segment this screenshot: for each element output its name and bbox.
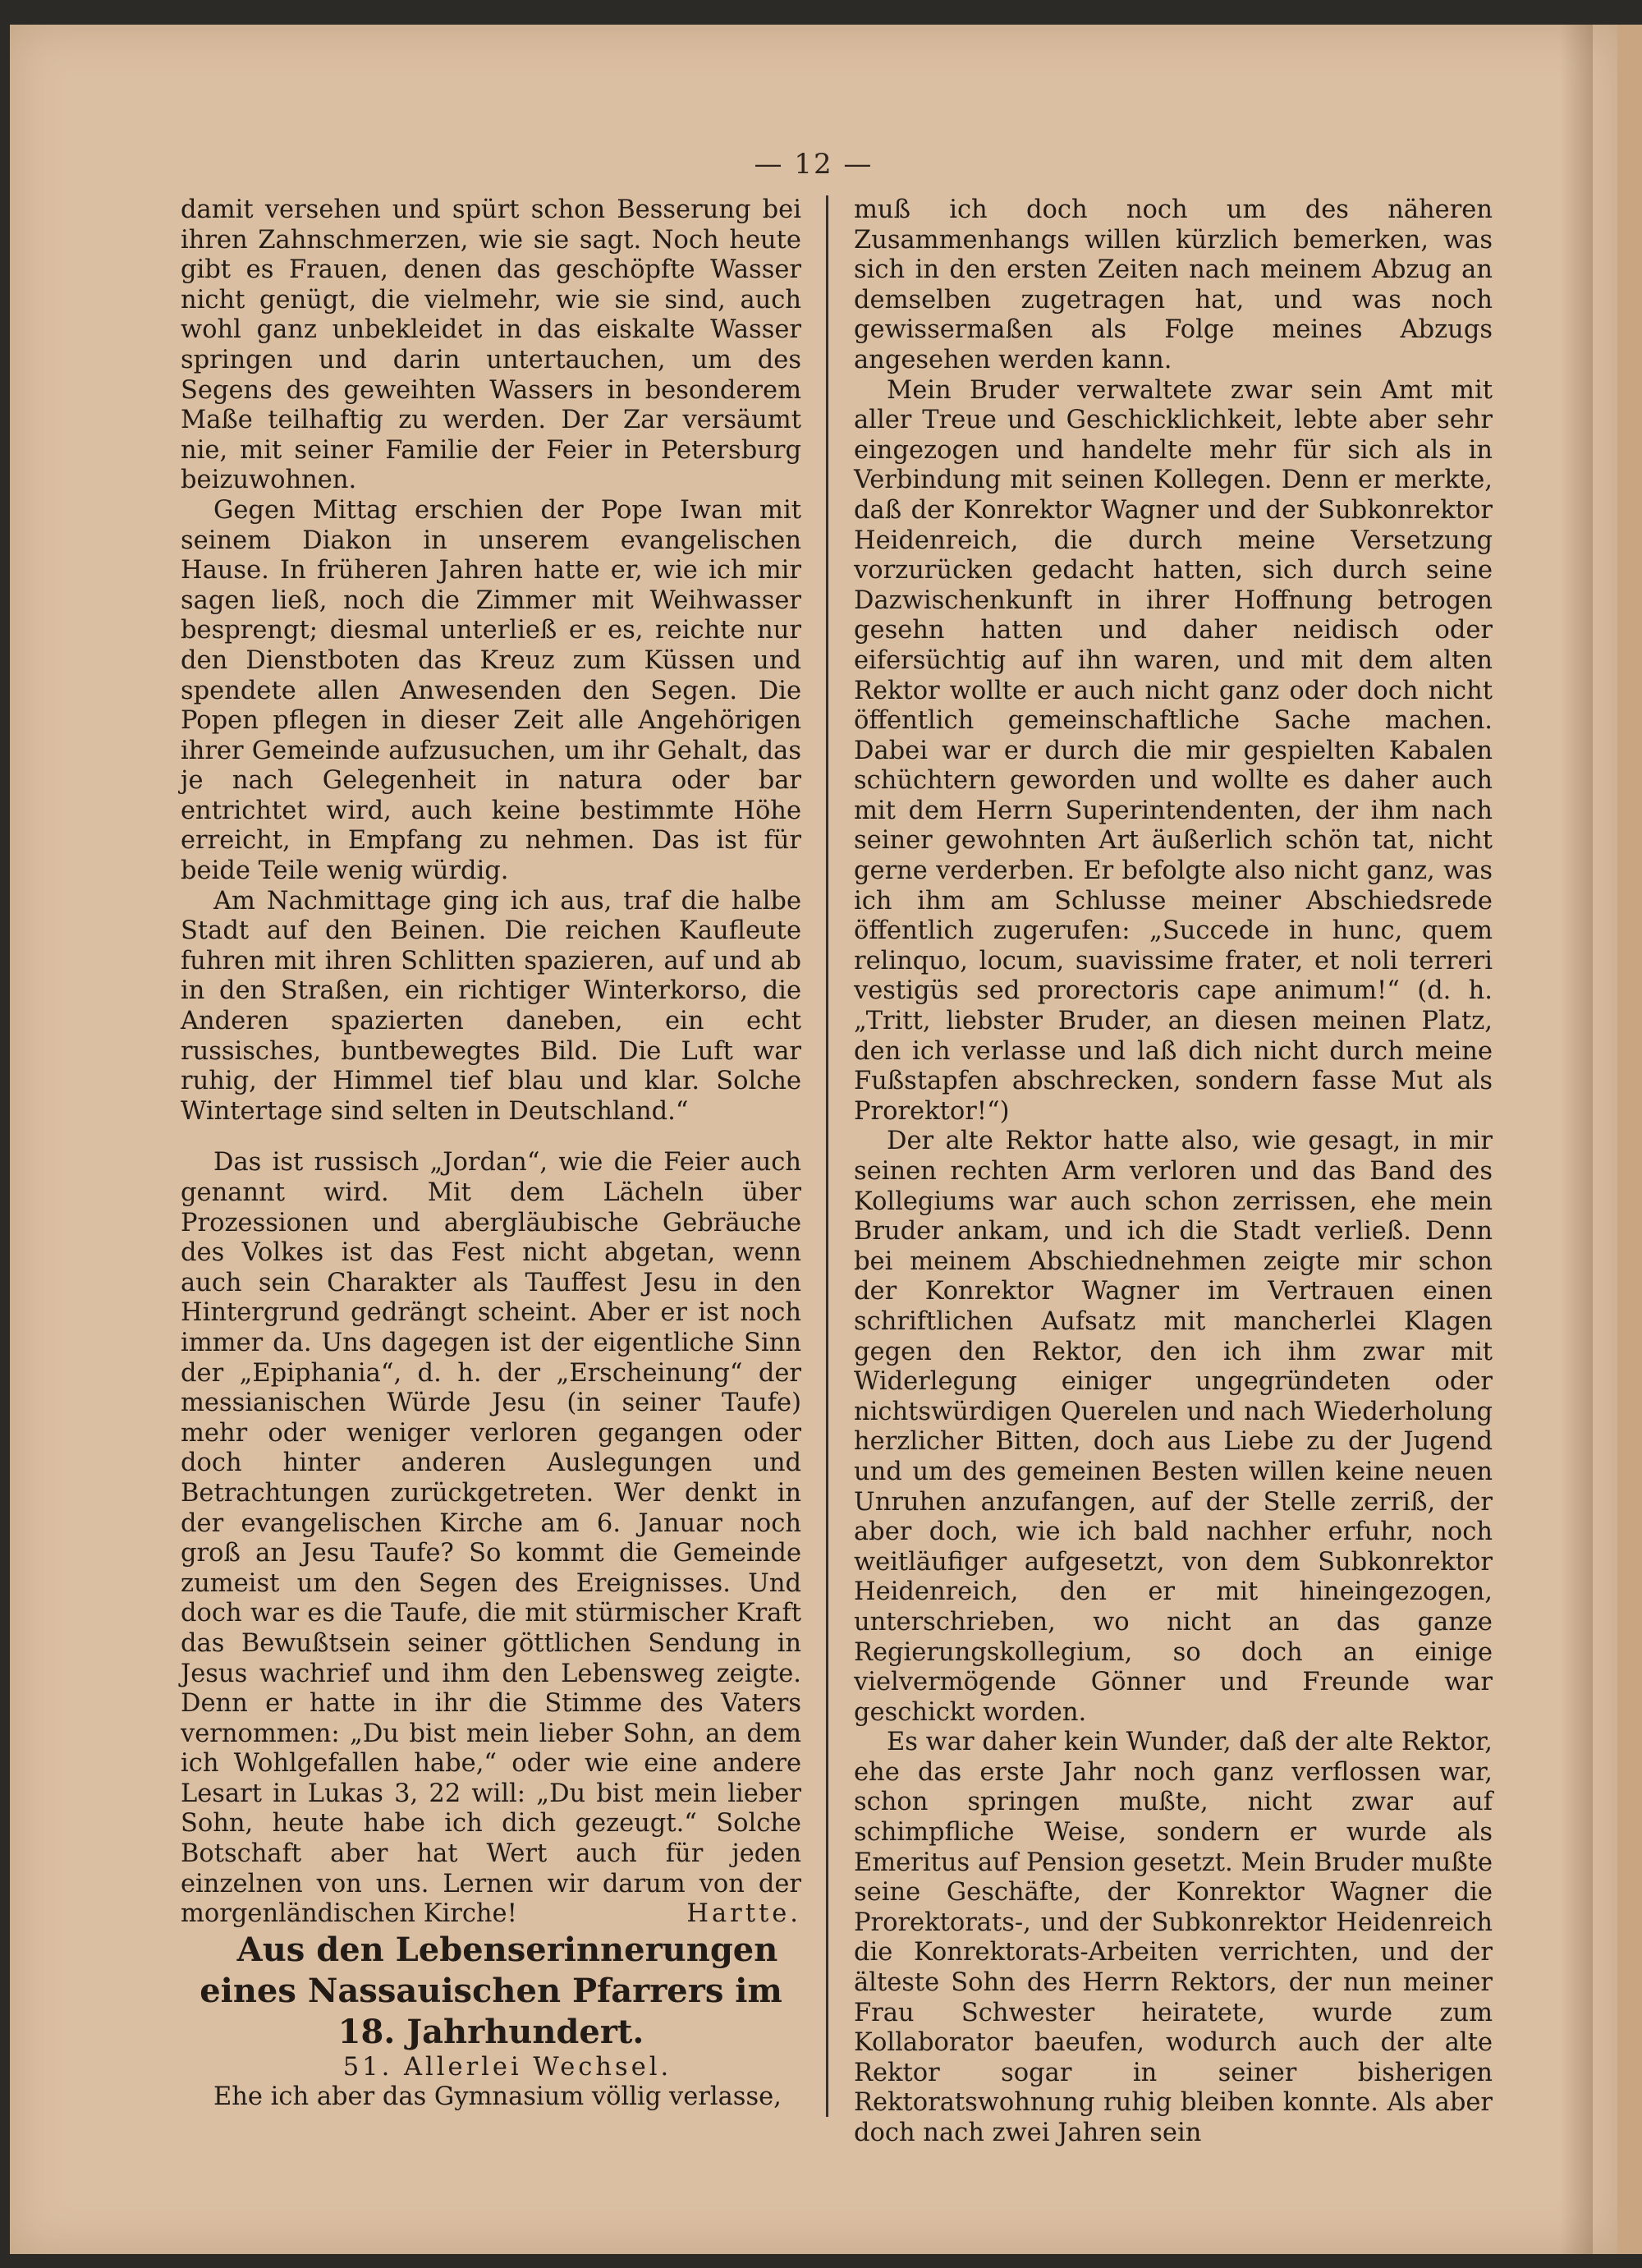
left-paragraph-3: Am Nachmittage ging ich aus, traf die halbe Stadt auf den Beinen. Die reichen Kaufleute fuhren mit ihren Schlitten spazieren, auf und ab in den Straßen, ein richtiger Winterkorso, die Anderen spazierten daneben, ein echt russisches, buntbewegtes Bild. Die Luft war ruhig, der Himmel tief blau und klar. Solche Wintertage sind selten in Deutschland.“	[181, 886, 801, 1126]
left-column	[181, 195, 801, 2113]
article-heading: Aus den Lebenserinnerungen eines Nassauischen Pfarrers im 18. Jahrhundert.	[200, 1930, 782, 2051]
author-signature: Hartte.	[686, 1899, 801, 1929]
left-paragraph-4	[181, 1148, 801, 1929]
right-paragraph-3: Der alte Rektor hatte also, wie gesagt, in mir seinen rechten Arm verloren und das Band des Kollegiums war auch schon zerrissen, ehe mein Bruder ankam, und ich die Stadt verließ. Denn bei meinem Abschiednehmen zeigte mir schon der Konrektor Wagner im Vertrauen einen schriftlichen Aufsatz mit mancherlei Klagen gegen den Rektor, den ich ihm zwar mit Widerlegung einiger ungegründeten oder nichtswürdigen Querelen und nach Wiederholung herzlicher Bitten, doch aus Liebe zu der Jugend und um des gemeinen Besten willen keine neuen Unruhen anzufangen, auf der Stelle zerriß, der aber doch, wie ich bald nachher erfuhr, noch weitläufiger aufgesetzt, von dem Subkonrektor Heidenreich, den er mit hineingezogen, unterschrieben, wo nicht an das ganze Regierungskollegium, so doch an einige vielvermögende Gönner und Freunde war geschickt worden.	[854, 1127, 1493, 1727]
left-paragraph-4-text: Das ist russisch „Jordan“, wie die Feier auch genannt wird. Mit dem Lächeln über Prozessionen und abergläubische Gebräuche des Volkes ist das Fest nicht abgetan, wenn auch sein Charakter als Tauffest Jesu in den Hintergrund gedrängt scheint. Aber er ist noch immer da. Uns dagegen ist der eigentliche Sinn der „Epiphania“, d. h. der „Erscheinung“ der messianischen Würde Jesu (in seiner Taufe) mehr oder weniger verloren gegangen oder doch hinter anderen Auslegungen und Betrachtungen zurückgetreten. Wer denkt in der evangelischen Kirche am 6. Januar noch groß an Jesu Taufe? So kommt die Gemeinde zumeist um den Segen des Ereignisses. Und doch war es die Taufe, die mit stürmischer Kraft das Bewußtsein seiner göttlichen Sendung in Jesus wachrief und ihm den Lebensweg zeigte. Denn er hatte in ihr die Stimme des Vaters vernommen: „Du bist mein lieber Sohn, an dem ich Wohlgefallen habe,“ oder wie eine andere Lesart in Lukas 3, 22 will: „Du bist mein lieber Sohn, heute habe ich dich gezeugt.“ Solche Botschaft aber hat Wert auch für jeden einzelnen von uns. Lernen wir darum von der morgenländischen Kirche!	[181, 1148, 801, 1929]
right-paragraph-2: Mein Bruder verwaltete zwar sein Amt mit aller Treue und Geschicklichkeit, lebte aber sehr eingezogen und handelte mehr für sich als in Verbindung mit seinen Kollegen. Denn er merkte, daß der Konrektor Wagner und der Subkonrektor Heidenreich, die durch meine Versetzung vorzurücken gedacht hatten, sich durch seine Dazwischenkunft in ihrer Hoffnung betrogen gesehn hatten und daher neidisch oder eifersüchtig auf ihn waren, und mit dem alten Rektor wollte er auch nicht ganz oder doch nicht öffentlich gemeinschaftliche Sache machen. Dabei war er durch die mir gespielten Kabalen schüchtern geworden und wollte es daher auch mit dem Herrn Superintendenten, der ihm nach seiner gewohnten Art äußerlich schön tat, nicht gerne verderben. Er befolgte also nicht ganz, was ich ihm am Schlusse meiner Abschiedsrede öffentlich zugerufen: „Succede in hunc, quem relinquo, locum, suavissime frater, et noli terreri vestigüs sed prorectoris cape animum!“ (d. h. „Tritt, liebster Bruder, an diesen meinen Platz, den ich verlasse und laß dich nicht durch meine Fußstapfen abschrecken, sondern fasse Mut als Prorektor!“)	[854, 375, 1493, 1126]
article-subheading: 51. Allerlei Wechsel.	[342, 2052, 672, 2082]
page-number: — 12 —	[754, 148, 874, 181]
newspaper-page	[10, 25, 1642, 2254]
left-paragraph-1: damit versehen und spürt schon Besserung bei ihren Zahnschmerzen, wie sie sagt. Noch heute gibt es Frauen, denen das geschöpfte Wasser nicht genügt, die vielmehr, wie sie sind, auch wohl ganz unbekleidet in das eiskalte Wasser springen und darin untertauchen, um des Segens des geweihten Wassers in besonderem Maße teilhaftig zu werden. Der Zar versäumt nie, mit seiner Familie der Feier in Petersburg beizuwohnen.	[181, 195, 801, 495]
right-paragraph-1: muß ich doch noch um des näheren Zusammenhangs willen kürzlich bemerken, was sich in den ersten Zeiten nach meinem Abzug an demselben zugetragen hat, und was noch gewissermaßen als Folge meines Abzugs angesehen werden kann.	[854, 195, 1493, 374]
left-paragraph-5: Ehe ich aber das Gymnasium völlig verlasse,	[213, 2082, 782, 2112]
column-divider	[826, 195, 828, 2117]
right-paragraph-4: Es war daher kein Wunder, daß der alte Rektor, ehe das erste Jahr noch ganz verflossen war, schon springen mußte, nicht zwar auf schimpfliche Weise, sondern er wurde als Emeritus auf Pension gesetzt. Mein Bruder mußte seine Geschäfte, der Konrektor Wagner die Prorektorats-, und der Subkonrektor Heidenreich die Konrektorats-Arbeiten verrichten, und der älteste Sohn des Herrn Rektors, der nun meiner Frau Schwester heiratete, wurde zum Kollaborator baeufen, wodurch auch der alte Rektor sogar in seiner bisherigen Rektoratswohnung ruhig bleiben konnte. Als aber doch nach zwei Jahren sein	[854, 1728, 1493, 2147]
page-edge-shadow	[1560, 25, 1593, 2254]
right-column	[854, 195, 1493, 2149]
left-paragraph-2: Gegen Mittag erschien der Pope Iwan mit seinem Diakon in unserem evangelischen Hause. In früheren Jahren hatte er, wie ich mir sagen ließ, noch die Zimmer mit Weihwasser besprengt; diesmal unterließ er es, reichte nur den Dienstboten das Kreuz zum Küssen und spendete allen Anwesenden den Segen. Die Popen pflegen in dieser Zeit alle Angehörigen ihrer Gemeinde aufzusuchen, um ihr Gehalt, das je nach Gelegenheit in natura oder bar entrichtet wird, auch keine bestimmte Höhe erreicht, in Empfang zu nehmen. Das ist für beide Teile wenig würdig.	[181, 495, 801, 886]
